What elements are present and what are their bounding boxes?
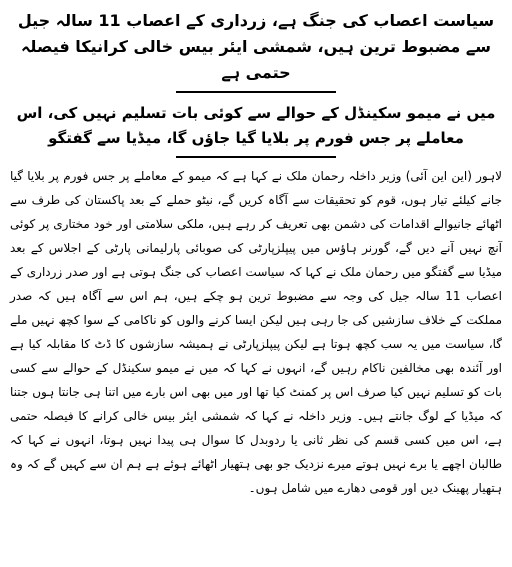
headline-divider — [176, 91, 336, 93]
article-subheadline: میں نے میمو سکینڈل کے حوالے سے کوئی بات تسلیم نہیں کی، اس معاملے پر جس فورم پر بلایا گیا جاؤں گا، میڈیا سے گفتگو — [16, 104, 496, 147]
article-body: لاہور (این این آئی) وزیر داخلہ رحمان ملک نے کہا ہے کہ میمو کے معاملے پر جس فورم پر بلایا گیا جانے کیلئے تیار ہوں، قوم کو تحقیقات سے آگاہ کریں گے، نیٹو حملے کے بعد پاکستان کی طرف سے اٹھائے جانیوالے اقدامات کی دشمن بھی تعریف کر رہے ہیں، ملکی سلامتی اور خود مختاری پر کوئی آنچ نہیں آنے دیں گے، گورنر ہاؤس میں پیپلزپارٹی کی صوبائی پارلیمانی پارٹی کے اجلاس کے بعد میڈیا سے گفتگو میں رحمان ملک نے کہا کہ سیاست اعصاب کی جنگ ہوتی ہے اور صدر زرداری کے اعصاب 11 سالہ جیل کی وجہ سے مضبوط ترین ہو چکے ہیں، ہم اس سے آگاہ ہیں کہ صدر مملکت کے خلاف سازشیں کی جا رہی ہیں لیکن ایسا کرنے والوں کو ناکامی کے سوا کچھ نہیں ملے گا، سیاست میں یہ سب کچھ ہوتا ہے لیکن پیپلزپارٹی نے ہمیشہ سازشوں کا ڈٹ کا مقابلہ کیا ہے اور آئندہ بھی مخالفین ناکام رہیں گے، انہوں نے کہا کہ میں نے میمو سکینڈل کے حوالے سے کسی بات کو تسلیم نہیں کیا صرف اس پر کمنٹ کیا تھا اور میں بھی اس بارے میں اتنا ہی جانتا ہوں جتنا کہ میڈیا کے لوگ جانتے ہیں۔ وزیر داخلہ نے کہا کہ شمشی ایئر بیس خالی کرانے کا فیصلہ حتمی ہے، اس میں کسی قسم کی نظر ثانی یا ردوبدل کا سوال ہی پیدا نہیں ہوتا، انہوں نے کہا کہ طالبان اچھے یا برے نہیں ہوتے میرے نزدیک جو بھی ہتھیار اٹھائے ہوئے ہے ہم ان سے کہیں گے کہ وہ ہتھیار پھینک دیں اور قومی دھارے میں شامل ہوں۔ — [10, 169, 502, 495]
subheadline-divider — [176, 156, 336, 158]
article-headline: سیاست اعصاب کی جنگ ہے، زرداری کے اعصاب 11 سالہ جیل سے مضبوط ترین ہیں، شمشی ایئر بیس خالی کرانیکا فیصلہ حتمی ہے — [17, 11, 495, 82]
